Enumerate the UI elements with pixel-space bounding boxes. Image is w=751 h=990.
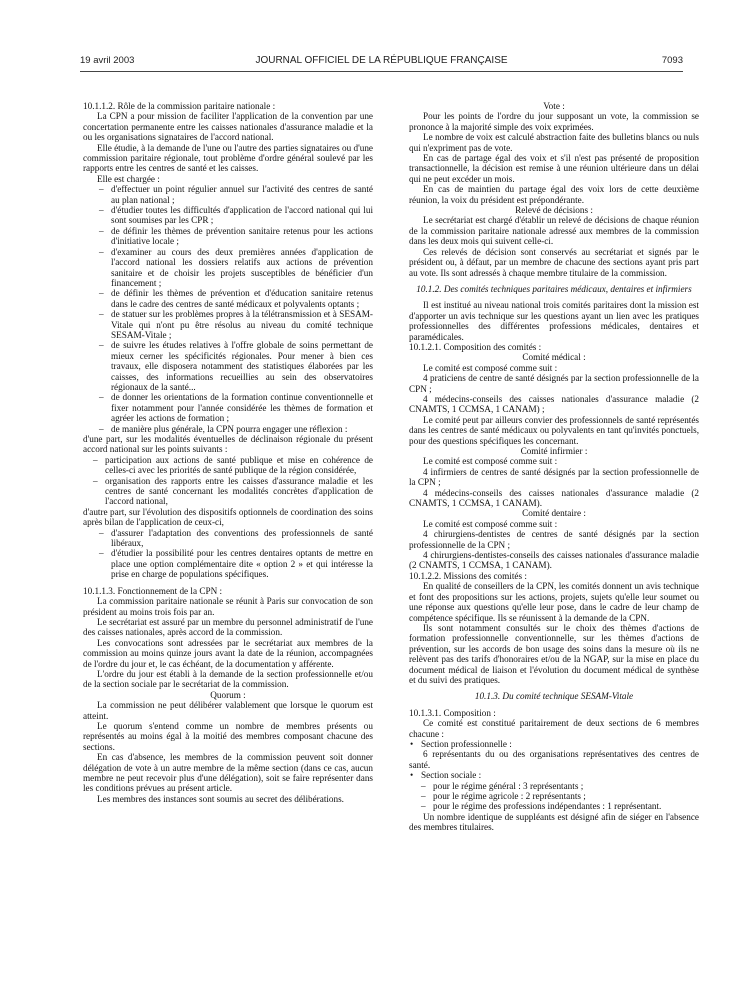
paragraph: Un nombre identique de suppléants est désigné afin de siéger en l'absence des membres titulaires. (409, 811, 699, 833)
paragraph: La CPN a pour mission de faciliter l'application de la convention par une concertation permanente entre les caisses nationales d'assurance maladie et la ou les organisations signataires de l'accord national. (83, 111, 373, 143)
paragraph: 4 médecins-conseils des caisses nationales d'assurance maladie (2 CNAMTS, 1 CCMSA, 1 CANAM) ; (409, 393, 699, 415)
paragraph: La commission ne peut délibérer valablement que lorsque le quorum est atteint. (83, 700, 373, 721)
paragraph: Le nombre de voix est calculé abstraction faite des bulletins blancs ou nuls qui n'expriment pas de vote. (409, 132, 699, 153)
list-item: – de définir les thèmes de prévention et d'éducation sanitaire retenus dans le cadre des centres de santé médicaux et polyvalents optants ; (83, 288, 373, 309)
list-item-section-sociale (409, 770, 699, 780)
right-column (409, 101, 699, 833)
paragraph: d'une part, sur les modalités éventuelles de déclinaison régionale du présent accord national sur les points suivants : (83, 434, 373, 455)
list-item: – pour le régime agricole : 2 représentants ; (409, 791, 699, 801)
list-item: – de donner les orientations de la formation continue conventionnelle et fixer notamment pour l'année considérée les thèmes de formation et agréer les actions de formation ; (83, 392, 373, 423)
paragraph: Les convocations sont adressées par le secrétariat aux membres de la commission au moins quinze jours avant la date de la réunion, accompagnées de l'ordre du jour et, le cas échéant, de la documentation y afférente. (83, 637, 373, 669)
paragraph: En cas de partage égal des voix et s'il n'est pas présenté de proposition transactionnelle, la décision est remise à une réunion ultérieure dans un délai qui ne peut excéder un mois. (409, 153, 699, 184)
subheading-releve: Relevé de décisions : (515, 205, 593, 216)
list-item: – d'assurer l'adaptation des conventions des professionnels de santé libéraux, (83, 528, 373, 549)
header-date: 19 avril 2003 (80, 55, 135, 66)
paragraph: Le quorum s'entend comme un nombre de membres présents ou représentés au moins égal à la moitié des membres composant chacune des sections. (83, 720, 373, 752)
paragraph: 4 médecins-conseils des caisses nationales d'assurance maladie (2 CNAMTS, 1 CCMSA, 1 CANAM). (409, 487, 699, 509)
paragraph: Pour les points de l'ordre du jour supposant un vote, la commission se prononce à la majorité simple des voix exprimées. (409, 111, 699, 132)
paragraph: La commission paritaire nationale se réunit à Paris sur convocation de son président au moins trois fois par an. (83, 596, 373, 617)
list-item: – d'étudier la possibilité pour les centres dentaires optants de mettre en place une option complémentaire dite « option 2 » et qui intéresse la prise en charge de populations spécifiques. (83, 548, 373, 579)
section-heading: 10.1.1.3. Fonctionnement de la CPN : (83, 585, 223, 596)
paragraph: En qualité de conseillers de la CPN, les comités donnent un avis technique et font des propositions sur les actions, projets, sujets qu'elle leur soumet ou une réponse aux questions qu'elle leur pose, dans le cadre de leur champ de compétence spécifique. Ils se réunissent à la demande de la CPN. (409, 581, 699, 623)
paragraph: 4 praticiens de centre de santé désignés par la section professionnelle de la CPN ; (409, 373, 699, 394)
subheading-vote: Vote : (543, 101, 565, 111)
bullet-title: • Section professionnelle : (421, 738, 512, 749)
subheading-dentaire: Comité dentaire : (522, 508, 586, 519)
list-item-section-professionnelle (409, 739, 699, 749)
header-rule (80, 71, 683, 72)
options-list (83, 528, 373, 580)
paragraph: 6 représentants du ou des organisations représentatives des centres de santé. (409, 749, 699, 770)
section-heading: 10.1.1.2. Rôle de la commission paritaire nationale : (83, 101, 276, 111)
header-page-number: 7093 (661, 55, 683, 66)
paragraph: Le secrétariat est assuré par un membre du personnel administratif de l'une des caisses nationales, après accord de la commission. (83, 616, 373, 638)
paragraph: Le comité peut par ailleurs convier des professionnels de santé représentés dans les centres de santé médicaux ou polyvalents en tant qu'invités ponctuels, pour des questions spécifiques les concernant. (409, 414, 699, 446)
list-item: – pour le régime des professions indépendantes : 1 représentant. (409, 801, 699, 811)
paragraph: Le comité est composé comme suit : (423, 362, 558, 373)
paragraph: Le comité est composé comme suit : (423, 456, 558, 467)
paragraph: Le comité est composé comme suit : (423, 518, 558, 529)
paragraph: L'ordre du jour est établi à la demande de la section professionnelle et/ou de la section sociale par le secrétariat de la commission. (83, 668, 373, 690)
subheading-infirmier: Comité infirmier : (520, 446, 588, 456)
section-heading: 10.1.2.1. Composition des comités : (409, 341, 542, 352)
section-title: 10.1.2. Des comités techniques paritaires médicaux, dentaires et infirmiers (416, 283, 692, 294)
paragraph: En cas d'absence, les membres de la commission peuvent soit donner délégation de vote à un autre membre de la même section (dans ce cas, aucun membre ne peut recevoir plus d'une délégation), soit se faire représenter dans les conditions prévues au présent article. (83, 752, 373, 794)
list-item: – participation aux actions de santé publique et mise en cohérence de celles-ci avec les priorités de santé publique de la région considérée, (83, 455, 373, 476)
list-item: – organisation des rapports entre les caisses d'assurance maladie et les centres de santé concernant les modalités concrètes d'application de l'accord national, (83, 476, 373, 507)
list-item: – de suivre les études relatives à l'offre globale de soins permettant de mieux cerner les spécificités régionales. Pour mener à bien ces travaux, elle disposera notamment des statistiques élaborées par les caisses, des informations recueillies au sein des observatoires régionaux de la santé... (83, 340, 373, 392)
page-header (80, 55, 683, 69)
subheading-quorum: Quorum : (210, 689, 246, 700)
paragraph: 4 chirurgiens-dentistes de centres de santé désignés par la section professionnelle de la CPN ; (409, 529, 699, 550)
section-heading: 10.1.3.1. Composition : (409, 707, 496, 718)
list-item: – d'examiner au cours des deux premières années d'application de l'accord national les dossiers relatifs aux actions de prévention sanitaire et de choisir les projets susceptibles de bénéficier d'un financement ; (83, 247, 373, 289)
paragraph: Les membres des instances sont soumis au secret des délibérations. (97, 793, 344, 804)
header-journal-title: JOURNAL OFFICIEL DE LA RÉPUBLIQUE FRANÇAISE (255, 55, 508, 66)
list-item: – de définir les thèmes de prévention sanitaire retenus pour les actions d'initiative locale ; (83, 226, 373, 247)
paragraph: Le secrétariat est chargé d'établir un relevé de décisions de chaque réunion de la commission paritaire nationale adressé aux membres de la commission dans les deux mois qui suivent celle-ci. (409, 215, 699, 247)
paragraph: d'autre part, sur l'évolution des dispositifs optionnels de coordination des soins après bilan de l'application de ceux-ci, (83, 506, 373, 528)
regional-list (83, 455, 373, 507)
paragraph: Ce comité est constitué paritairement de deux sections de 6 membres chacune : (409, 718, 699, 739)
paragraph: Il est institué au niveau national trois comités paritaires dont la mission est d'apporter un avis technique sur les questions ayant un lien avec les pratiques professionnelles des différentes professions médicales, dentaires et paramédicales. (409, 300, 699, 342)
bullet-title: • Section sociale : (421, 770, 482, 781)
paragraph: En cas de maintien du partage égal des voix lors de cette deuxième réunion, la voix du président est prépondérante. (409, 184, 699, 205)
left-column (83, 101, 373, 804)
paragraph: Ils sont notamment consultés sur le choix des thèmes d'actions de formation professionnelle conventionnelle, sur les thèmes d'actions de prévention, sur les accords de bon usage des soins dans la mesure où ils ne relèvent pas des tarifs d'honoraires et/ou de la NGAP, sur la mise en place du document médical de liaison et l'évolution du document médical de synthèse et du suivi des pratiques. (409, 622, 699, 685)
list-item: – pour le régime général : 3 représentants ; (409, 781, 699, 791)
section-title: 10.1.3. Du comité technique SESAM-Vitale (474, 691, 634, 702)
list-item: – d'effectuer un point régulier annuel sur l'activité des centres de santé au plan national ; (83, 184, 373, 205)
list-item: – d'étudier toutes les difficultés d'application de l'accord national qui lui sont soumises par les CPR ; (83, 205, 373, 226)
paragraph: 4 chirurgiens-dentistes-conseils des caisses nationales d'assurance maladie (2 CNAMTS, 1 CCMSA, 1 CANAM). (409, 550, 699, 571)
sections-list (409, 739, 699, 749)
list-item: – de manière plus générale, la CPN pourra engager une réflexion : (83, 424, 373, 434)
sections-list (409, 770, 699, 780)
paragraph: Elle est chargée : (97, 173, 160, 184)
section-heading: 10.1.2.2. Missions des comités : (409, 570, 527, 581)
subheading-medical: Comité médical : (522, 352, 586, 363)
paragraph: Elle étudie, à la demande de l'une ou l'autre des parties signataires ou d'une commission paritaire régionale, tout problème d'ordre général soulevé par les rapports entre les centres de santé et les caisses. (83, 142, 373, 174)
paragraph: Ces relevés de décision sont conservés au secrétariat et signés par le président ou, à défaut, par un membre de chacune des sections ayant pris part au vote. Ils sont adressés à chaque membre titulaire de la commission. (409, 246, 699, 278)
list-item: – de statuer sur les problèmes propres à la télétransmission et à SESAM-Vitale qui n'ont pu être résolus au niveau du comité technique SESAM-Vitale ; (83, 309, 373, 340)
paragraph: 4 infirmiers de centres de santé désignés par la section professionnelle de la CPN ; (409, 466, 699, 488)
missions-list (83, 184, 373, 434)
regimes-list (409, 781, 699, 812)
